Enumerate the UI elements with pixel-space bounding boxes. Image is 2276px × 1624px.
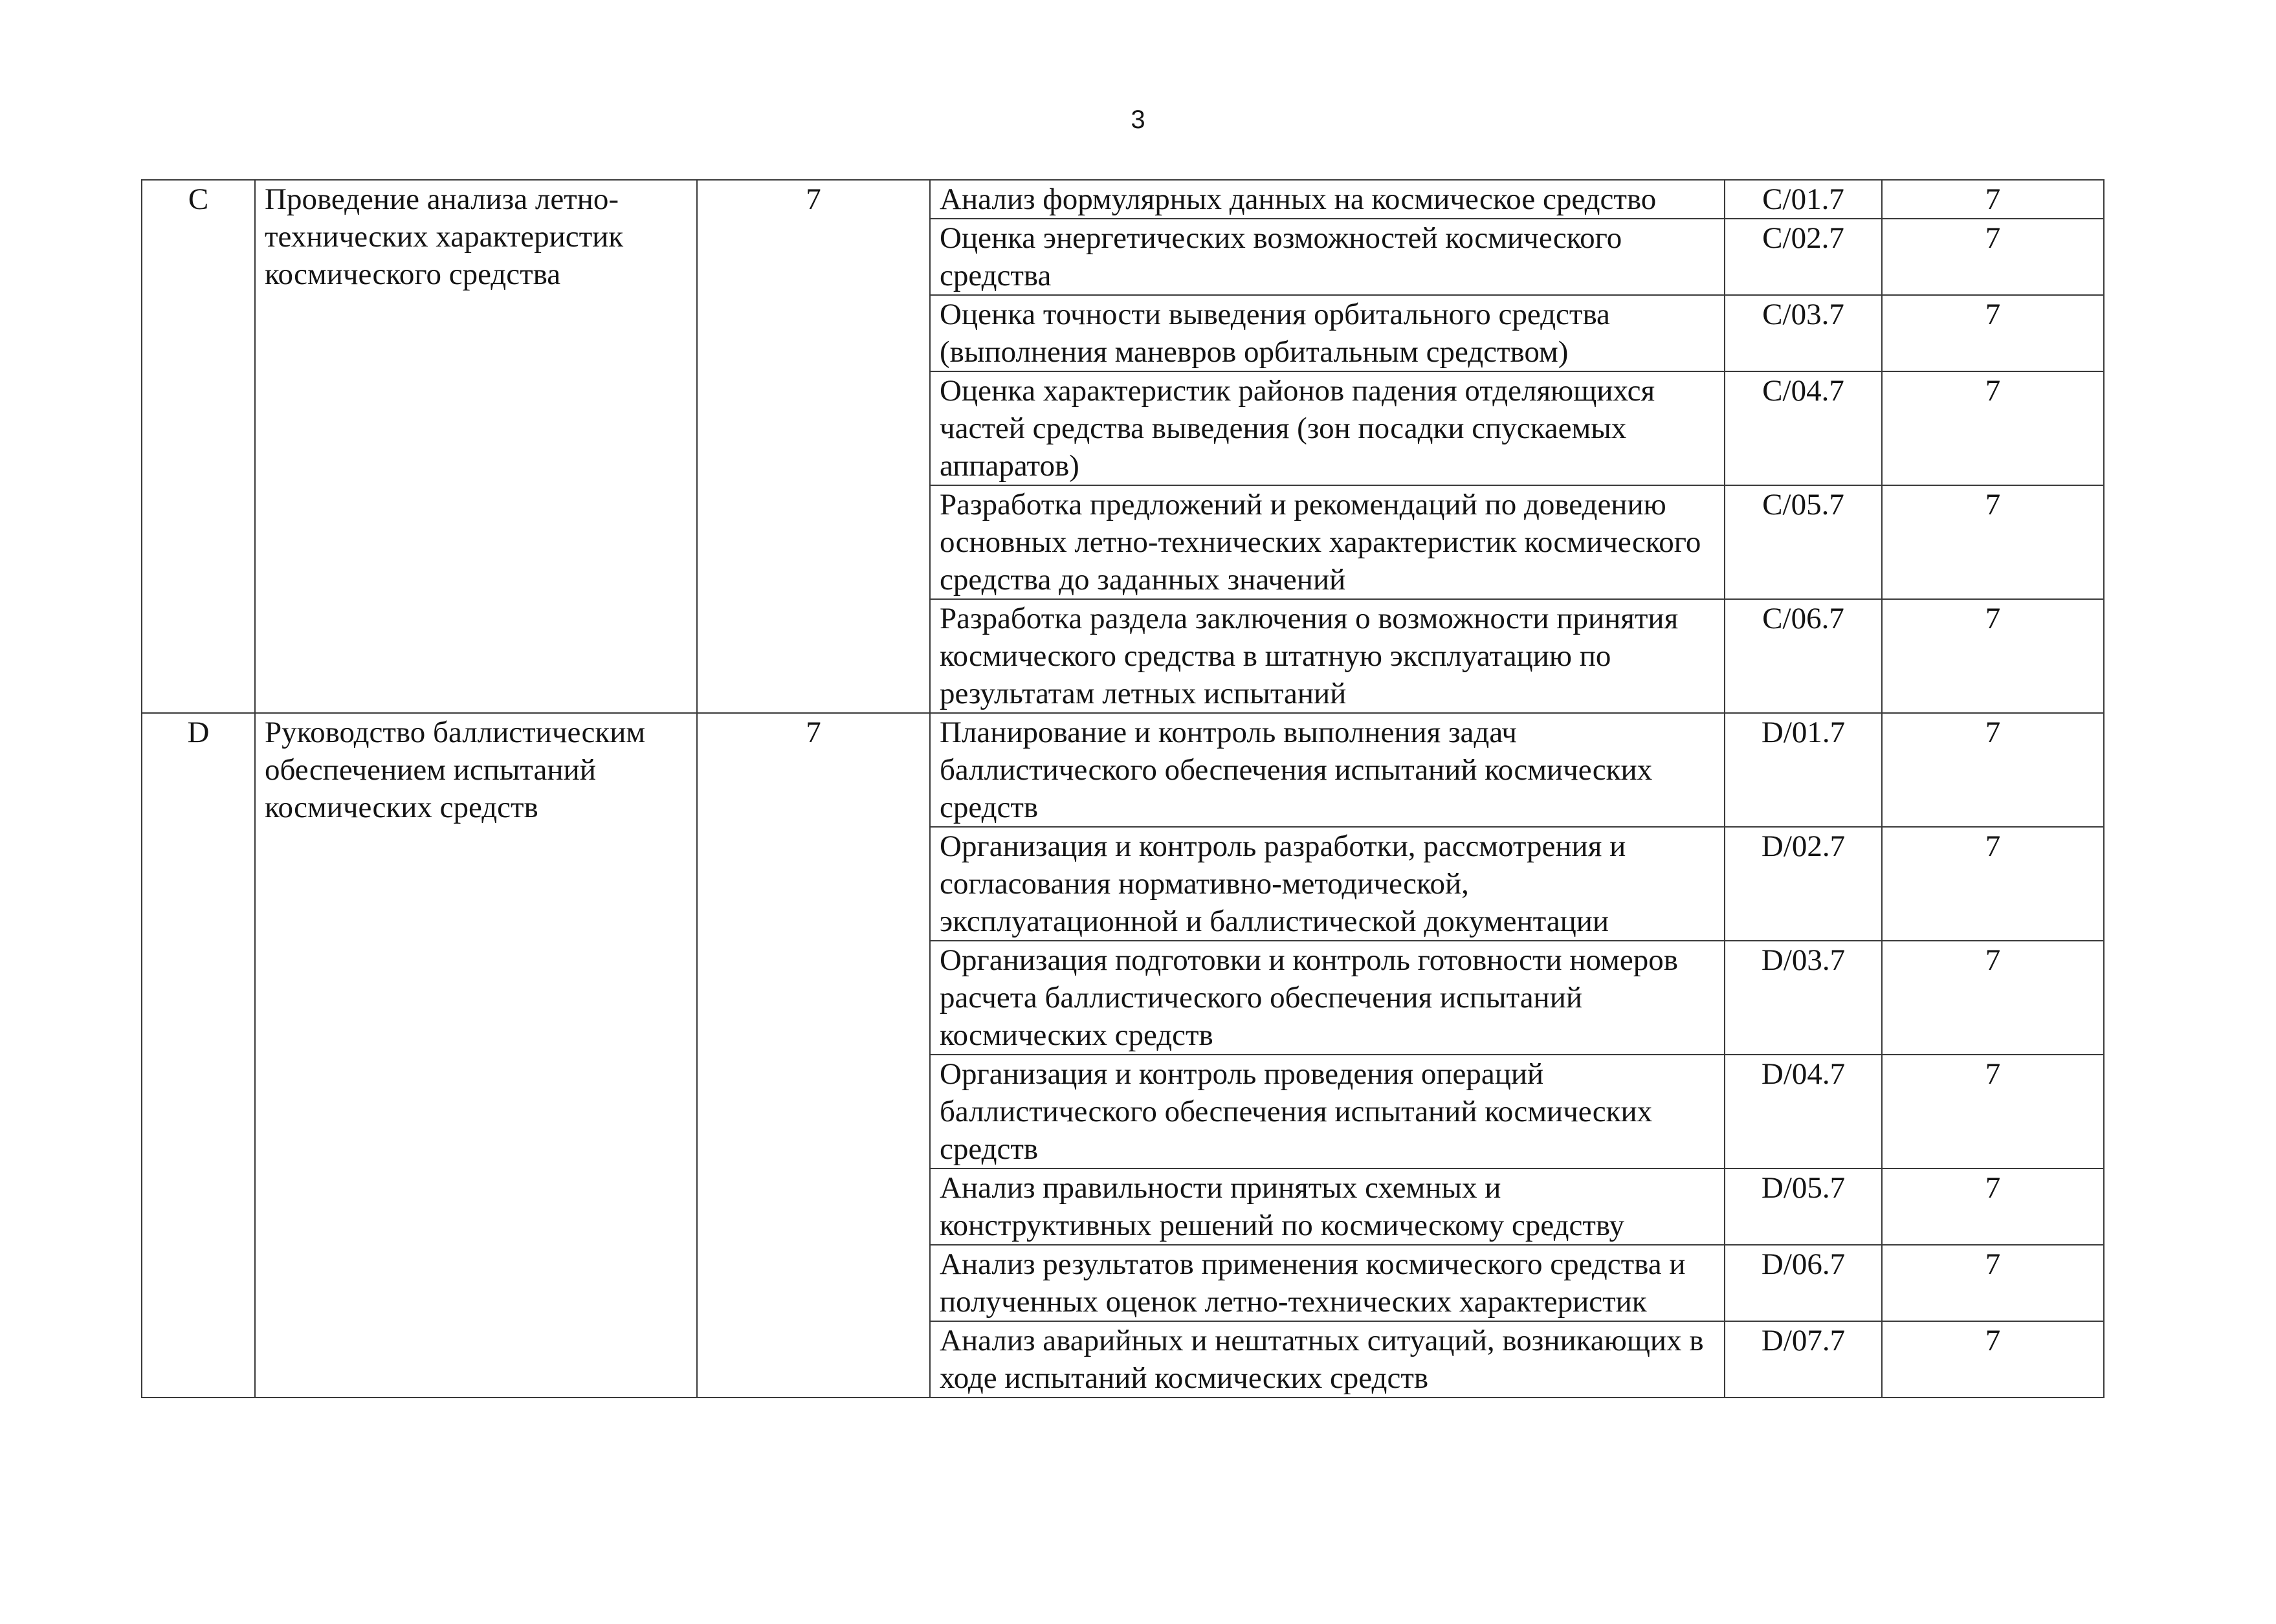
labor-function-name: Анализ правильности принятых схемных и конструктивных решений по космическому средству bbox=[930, 1169, 1725, 1245]
labor-function-name: Организация и контроль проведения операций баллистического обеспечения испытаний космических средств bbox=[930, 1055, 1725, 1169]
labor-function-level: 7 bbox=[1882, 180, 2104, 219]
labor-function-code: D/02.7 bbox=[1725, 827, 1882, 941]
table-row bbox=[142, 713, 2104, 827]
labor-function-level: 7 bbox=[1882, 1169, 2104, 1245]
labor-function-code: D/07.7 bbox=[1725, 1321, 1882, 1398]
labor-function-name: Оценка характеристик районов падения отделяющихся частей средства выведения (зон посадки спускаемых аппаратов) bbox=[930, 371, 1725, 485]
labor-functions-table bbox=[141, 179, 2105, 1398]
labor-function-code: D/06.7 bbox=[1725, 1245, 1882, 1321]
page-number: 3 bbox=[1131, 105, 1145, 134]
labor-function-code: C/05.7 bbox=[1725, 485, 1882, 599]
labor-function-level: 7 bbox=[1882, 1245, 2104, 1321]
labor-function-code: D/04.7 bbox=[1725, 1055, 1882, 1169]
labor-function-code: C/03.7 bbox=[1725, 295, 1882, 371]
generalized-function-name: Руководство баллистическим обеспечением испытаний космических средств bbox=[255, 713, 697, 1398]
labor-function-level: 7 bbox=[1882, 295, 2104, 371]
labor-function-level: 7 bbox=[1882, 713, 2104, 827]
labor-function-code: C/01.7 bbox=[1725, 180, 1882, 219]
labor-function-code: C/06.7 bbox=[1725, 599, 1882, 713]
labor-function-name: Анализ результатов применения космического средства и полученных оценок летно-технических характеристик bbox=[930, 1245, 1725, 1321]
labor-function-level: 7 bbox=[1882, 1055, 2104, 1169]
labor-function-level: 7 bbox=[1882, 1321, 2104, 1398]
labor-function-code: C/04.7 bbox=[1725, 371, 1882, 485]
labor-function-name: Анализ формулярных данных на космическое средство bbox=[930, 180, 1725, 219]
labor-function-level: 7 bbox=[1882, 827, 2104, 941]
labor-function-name: Оценка точности выведения орбитального средства (выполнения маневров орбитальным средством) bbox=[930, 295, 1725, 371]
labor-function-code: C/02.7 bbox=[1725, 219, 1882, 295]
generalized-function-code: C bbox=[142, 180, 255, 713]
labor-function-level: 7 bbox=[1882, 599, 2104, 713]
labor-function-code: D/01.7 bbox=[1725, 713, 1882, 827]
generalized-function-name: Проведение анализа летно-технических характеристик космического средства bbox=[255, 180, 697, 713]
labor-function-name: Организация и контроль разработки, рассмотрения и согласования нормативно-методической, эксплуатационной и баллистической документации bbox=[930, 827, 1725, 941]
labor-function-level: 7 bbox=[1882, 485, 2104, 599]
labor-function-level: 7 bbox=[1882, 219, 2104, 295]
generalized-function-code: D bbox=[142, 713, 255, 1398]
labor-function-code: D/03.7 bbox=[1725, 941, 1882, 1055]
qualification-level: 7 bbox=[697, 713, 930, 1398]
labor-function-name: Разработка раздела заключения о возможности принятия космического средства в штатную эксплуатацию по результатам летных испытаний bbox=[930, 599, 1725, 713]
labor-function-name: Разработка предложений и рекомендаций по доведению основных летно-технических характеристик космического средства до заданных значений bbox=[930, 485, 1725, 599]
labor-function-name: Анализ аварийных и нештатных ситуаций, возникающих в ходе испытаний космических средств bbox=[930, 1321, 1725, 1398]
labor-function-name: Организация подготовки и контроль готовности номеров расчета баллистического обеспечения испытаний космических средств bbox=[930, 941, 1725, 1055]
qualification-level: 7 bbox=[697, 180, 930, 713]
labor-function-name: Планирование и контроль выполнения задач баллистического обеспечения испытаний космических средств bbox=[930, 713, 1725, 827]
table-row bbox=[142, 180, 2104, 219]
labor-function-code: D/05.7 bbox=[1725, 1169, 1882, 1245]
labor-function-level: 7 bbox=[1882, 371, 2104, 485]
labor-function-level: 7 bbox=[1882, 941, 2104, 1055]
labor-function-name: Оценка энергетических возможностей космического средства bbox=[930, 219, 1725, 295]
